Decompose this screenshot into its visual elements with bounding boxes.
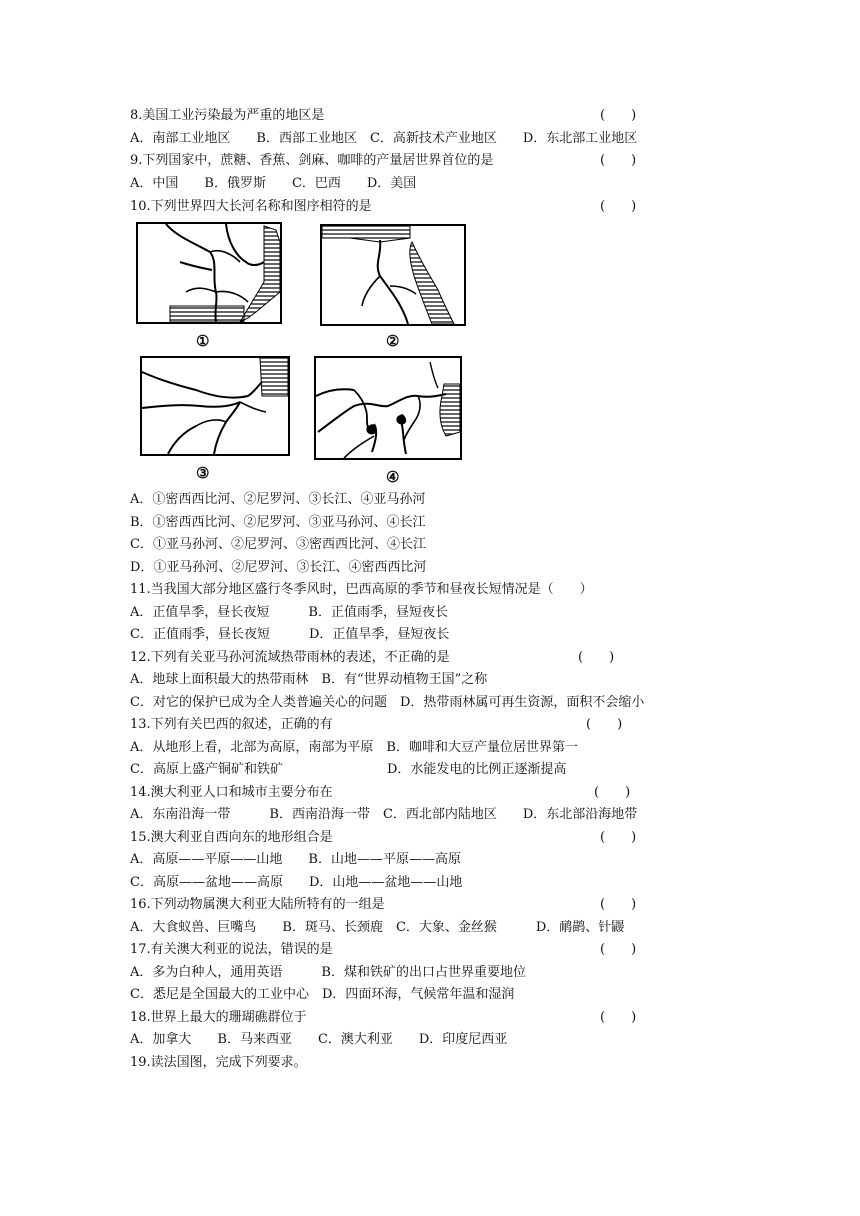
q18-options: A．加拿大 B．马来西亚 C．澳大利亚 D．印度尼西亚 <box>130 1032 508 1047</box>
q12-answer-paren: ( ) <box>578 650 615 665</box>
q14-options: A．东南沿海一带 B．西南沿海一带 C．西北部内陆地区 D．东北部沿海地带 <box>130 807 638 822</box>
q12-option-ab: A．地球上面积最大的热带雨林 B．有“世界动植物王国”之称 <box>130 672 488 687</box>
q16-answer-paren: ( ) <box>600 897 637 912</box>
q13-option-ab: A．从地形上看，北部为高原，南部为平原 B．咖啡和大豆产量位居世界第一 <box>130 740 578 755</box>
q17-answer-paren: ( ) <box>600 942 637 957</box>
q8-options: A．南部工业地区 B．西部工业地区 C．高新技术产业地区 D．东北部工业地区 <box>130 131 638 146</box>
q16-stem: 16.下列动物属澳大利亚大陆所特有的一组是 <box>130 897 385 912</box>
q13-answer-paren: ( ) <box>586 717 623 732</box>
q14-answer-paren: ( ) <box>594 785 631 800</box>
q9-stem: 9.下列国家中，蔗糖、香蕉、剑麻、咖啡的产量居世界首位的是 <box>130 153 494 168</box>
q10-option-a: A．①密西西比河、②尼罗河、③长江、④亚马孙河 <box>130 492 426 507</box>
map-4-label: ④ <box>386 468 400 486</box>
q15-option-cd: C．高原——盆地——高原 D．山地——盆地——山地 <box>130 875 463 890</box>
q9-answer-paren: ( ) <box>600 153 637 168</box>
map-3 <box>140 356 290 456</box>
q8-stem: 8.美国工业污染最为严重的地区是 <box>130 108 325 123</box>
q13-stem: 13.下列有关巴西的叙述，正确的有 <box>130 717 333 732</box>
q11-option-ab: A．正值旱季，昼长夜短 B．正值雨季，昼短夜长 <box>130 605 448 620</box>
q10-answer-paren: ( ) <box>600 199 637 214</box>
q18-stem: 18.世界上最大的珊瑚礁群位于 <box>130 1010 307 1025</box>
q13-option-cd: C．高原上盛产铜矿和铁矿 D．水能发电的比例正逐渐提高 <box>130 762 567 777</box>
q9-options: A．中国 B．俄罗斯 C．巴西 D．美国 <box>130 176 417 191</box>
q15-option-ab: A．高原——平原——山地 B．山地——平原——高原 <box>130 852 461 867</box>
q15-stem: 15.澳大利亚自西向东的地形组合是 <box>130 830 333 845</box>
q17-option-ab: A．多为白种人，通用英语 B．煤和铁矿的出口占世界重要地位 <box>130 965 526 980</box>
map-2-label: ② <box>386 332 400 350</box>
q16-options: A．大食蚁兽、巨嘴鸟 B．斑马、长颈鹿 C．大象、金丝猴 D．鸸鹋、针鼹 <box>130 920 625 935</box>
map-1-label: ① <box>196 332 210 350</box>
map-3-label: ③ <box>196 464 210 482</box>
q10-option-b: B．①密西西比河、②尼罗河、③亚马孙河、④长江 <box>130 515 426 530</box>
q18-answer-paren: ( ) <box>600 1010 637 1025</box>
q8-answer-paren: ( ) <box>600 108 637 123</box>
map-4 <box>314 356 462 460</box>
q10-stem: 10.下列世界四大长河名称和图序相符的是 <box>130 199 372 214</box>
q17-option-cd: C．悉尼是全国最大的工业中心 D．四面环海，气候常年温和湿润 <box>130 987 515 1002</box>
q12-stem: 12.下列有关亚马孙河流域热带雨林的表述，不正确的是 <box>130 650 450 665</box>
q14-stem: 14.澳大利亚人口和城市主要分布在 <box>130 785 333 800</box>
map-2 <box>320 224 466 326</box>
q19-stem: 19.读法国图，完成下列要求。 <box>130 1055 307 1070</box>
map-1 <box>136 222 282 324</box>
q12-option-cd: C．对它的保护已成为全人类普遍关心的问题 D．热带雨林属可再生资源，面积不会缩小 <box>130 695 645 710</box>
q15-answer-paren: ( ) <box>600 830 637 845</box>
q11-option-cd: C．正值雨季，昼长夜短 D．正值旱季，昼短夜长 <box>130 627 450 642</box>
q11-stem: 11.当我国大部分地区盛行冬季风时，巴西高原的季节和昼夜长短情况是（ ） <box>130 582 593 597</box>
q10-option-c: C．①亚马孙河、②尼罗河、③密西西比河、④长江 <box>130 537 426 552</box>
river-maps-figure <box>130 216 480 490</box>
q10-option-d: D．①亚马孙河、②尼罗河、③长江、④密西西比河 <box>130 560 427 575</box>
q17-stem: 17.有关澳大利亚的说法，错误的是 <box>130 942 333 957</box>
